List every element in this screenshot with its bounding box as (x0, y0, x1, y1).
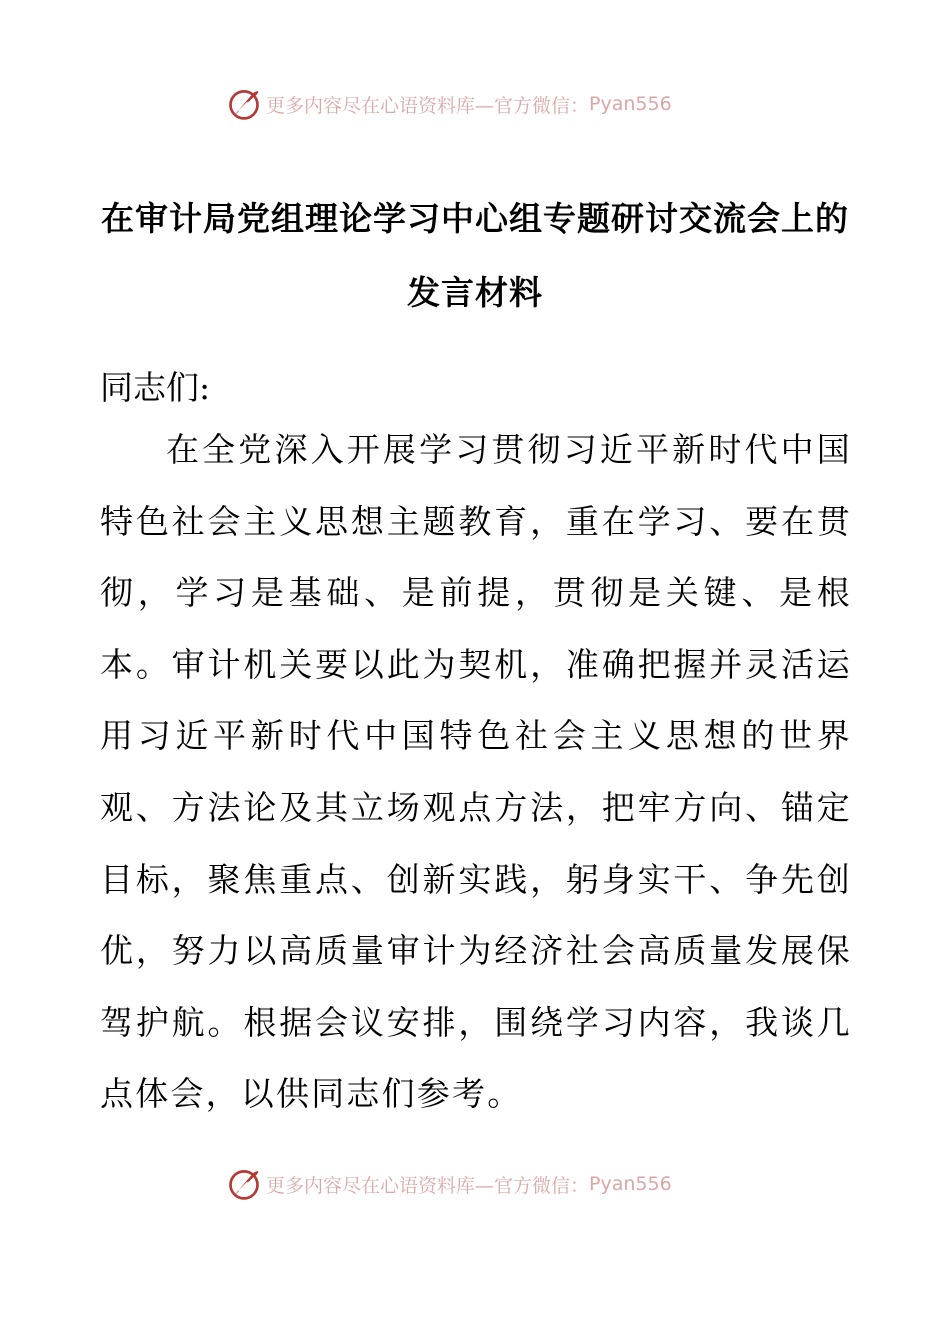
watermark-contact: Pyan556 (589, 93, 672, 115)
watermark-contact: Pyan556 (589, 1173, 672, 1195)
quill-pen-logo-icon (226, 86, 262, 122)
watermark-text: 更多内容尽在心语资料库—官方微信： (266, 1174, 590, 1197)
document-title: 在审计局党组理论学习中心组专题研讨交流会上的发言材料 (101, 199, 849, 312)
salutation: 同志们: (100, 368, 211, 407)
watermark-text: 更多内容尽在心语资料库—官方微信： (266, 94, 590, 117)
footer-watermark (226, 1164, 672, 1204)
header-watermark (226, 84, 672, 124)
quill-pen-logo-icon (226, 1166, 262, 1202)
body-paragraph: 在全党深入开展学习贯彻习近平新时代中国特色社会主义思想主题教育，重在学习、要在贯彻，学习是基础、是前提，贯彻是关键、是根本。审计机关要以此为契机，准确把握并灵活运用习近平新时代中国特色社会主义思想的世界观、方法论及其立场观点方法，把牢方向、锚定目标，聚焦重点、创新实践，躬身实干、争先创优，努力以高质量审计为经济社会高质量发展保驾护航。根据会议安排，围绕学习内容，我谈几点体会，以供同志们参考。 (100, 430, 852, 1114)
